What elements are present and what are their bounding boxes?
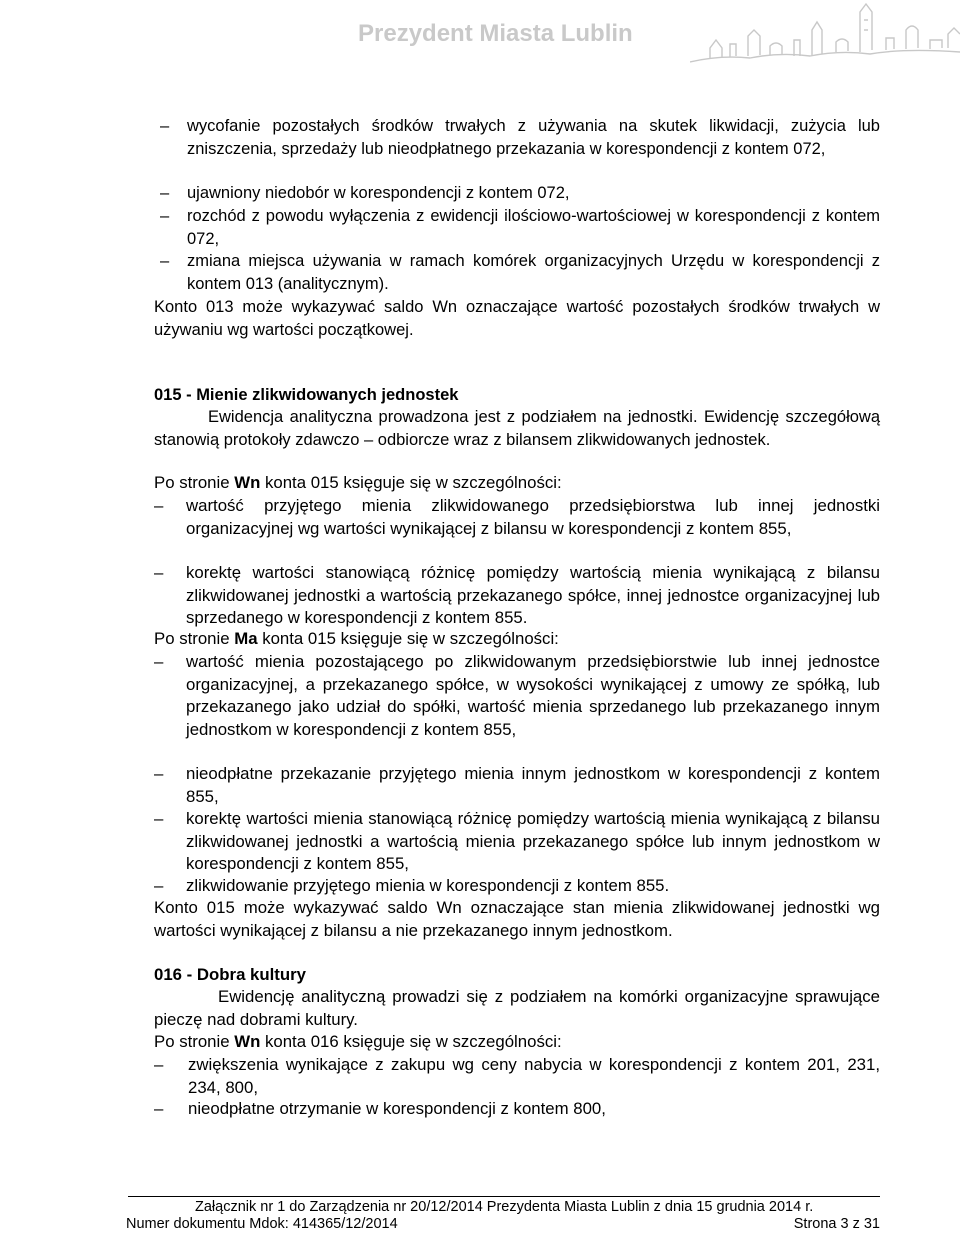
dash-bullet: – <box>160 207 170 225</box>
list-item-text: zlikwidowanie przyjętego mienia w korespondencji z kontem 855. <box>186 876 670 895</box>
list-item-text: zwiększenia wynikające z zakupu wg ceny nabycia w korespondencji z kontem 201, 231, 234, 800, <box>188 1055 880 1097</box>
ma-paragraph <box>154 628 880 651</box>
footer-attachment-note: Załącznik nr 1 do Zarządzenia nr 20/12/2014 Prezydenta Miasta Lublin z dnia 15 grudnia 2014 r. <box>195 1199 814 1215</box>
section-heading-015: 015 - Mienie zlikwidowanych jednostek <box>154 386 459 404</box>
closing-paragraph: Konto 015 może wykazywać saldo Wn oznaczające stan mienia zlikwidowanej jednostki wg wartości wynikającej z bilansu a nie przekazanego innym jednostkom. <box>154 898 880 940</box>
list-item-text: wartość mienia pozostającego po zlikwidowanym przedsiębiorstwie lub innej jednostce organizacyjnej, a przekazanego spółce, w wysokości wynikającej z umowy ze spółką, lub przekazanego jako udział do spółki, wartość mienia sprzedanego lub przekazanego innym jednostkom w korespondencji z kontem 855, <box>186 652 880 739</box>
list-item <box>160 250 880 295</box>
list-item-text: korektę wartości mienia stanowiącą różnicę pomiędzy wartością mienia wynikającą z bilansu zlikwidowanej jednostki a wartością mienia przekazanego spółce lub innym jednostkom w korespondencji z kontem 855, <box>186 809 880 873</box>
wn-prefix: Po stronie <box>154 1032 235 1051</box>
dash-bullet: – <box>154 1099 164 1118</box>
list-item <box>154 763 880 808</box>
list-item-text: wycofanie pozostałych środków trwałych z używania na skutek likwidacji, zużycia lub zniszczenia, sprzedaży lub nieodpłatnego przekazania w korespondencji z kontem 072, <box>187 117 880 158</box>
list-item <box>154 562 880 630</box>
header-title: Prezydent Miasta Lublin <box>358 20 633 47</box>
section-heading-016: 016 - Dobra kultury <box>154 965 307 984</box>
list-item-text: ujawniony niedobór w korespondencji z kontem 072, <box>187 184 570 202</box>
list-item <box>160 205 880 250</box>
list-item <box>160 115 880 160</box>
dash-bullet: – <box>154 652 164 671</box>
dash-bullet: – <box>154 876 164 895</box>
list-item-text: wartość przyjętego mienia zlikwidowanego przedsiębiorstwa lub innej jednostki organizacyjnej wg wartości wynikającej z bilansu w korespondencji z kontem 855, <box>186 496 880 538</box>
dash-bullet: – <box>160 184 170 202</box>
footer-page-number: Strona 3 z 31 <box>793 1216 880 1232</box>
footer-divider <box>128 1196 880 1197</box>
wn-bold: Wn <box>234 473 261 492</box>
dash-bullet: – <box>154 1055 164 1074</box>
list-item <box>154 1098 880 1121</box>
wn-bold: Wn <box>234 1032 261 1051</box>
list-item <box>154 875 880 898</box>
wn-paragraph <box>154 472 880 495</box>
list-item-text: rozchód z powodu wyłączenia z ewidencji ilościowo-wartościowej w korespondencji z kontem 072, <box>187 207 880 248</box>
list-item <box>154 808 880 876</box>
list-item <box>160 182 880 205</box>
wn-suffix: konta 015 księguje się w szczególności: <box>260 473 562 492</box>
dash-bullet: – <box>154 764 164 783</box>
dash-bullet: – <box>160 117 170 135</box>
intro-paragraph: Ewidencja analityczna prowadzona jest z podziałem na jednostki. Ewidencję szczegółową stanowią protokoły zdawczo – odbiorcze wraz z bilansem zlikwidowanych jednostek. <box>154 408 880 449</box>
wn-paragraph <box>154 1031 880 1054</box>
list-item <box>154 1054 880 1099</box>
closing-paragraph: Konto 013 może wykazywać saldo Wn oznaczające wartość pozostałych środków trwałych w używaniu wg wartości początkowej. <box>154 298 880 339</box>
list-item <box>154 495 880 540</box>
wn-prefix: Po stronie <box>154 473 235 492</box>
dash-bullet: – <box>154 809 164 828</box>
dash-bullet: – <box>154 496 164 515</box>
ma-suffix: konta 015 księguje się w szczególności: <box>257 629 559 648</box>
dash-bullet: – <box>154 563 164 582</box>
list-item-text: nieodpłatne otrzymanie w korespondencji z kontem 800, <box>188 1099 606 1118</box>
dash-bullet: – <box>160 252 170 270</box>
intro-paragraph: Ewidencję analityczną prowadzi się z podziałem na komórki organizacyjne sprawujące pieczę nad dobrami kultury. <box>154 987 880 1029</box>
list-item-text: nieodpłatne przekazanie przyjętego mienia innym jednostkom w korespondencji z kontem 855, <box>186 764 880 806</box>
wn-suffix: konta 016 księguje się w szczególności: <box>260 1032 562 1051</box>
list-item-text: zmiana miejsca używania w ramach komórek organizacyjnych Urzędu w korespondencji z kontem 013 (analitycznym). <box>187 252 880 293</box>
city-skyline-icon <box>690 0 960 90</box>
ma-bold: Ma <box>234 629 258 648</box>
ma-prefix: Po stronie <box>154 629 235 648</box>
list-item <box>154 651 880 741</box>
list-item-text: korektę wartości stanowiącą różnicę pomiędzy wartością mienia wynikającą z bilansu zlikwidowanej jednostki a wartością przekazanego spółce, innej jednostce organizacyjnej lub sprzedanego w korespondencji z kontem 855. <box>186 563 880 627</box>
footer-document-number: Numer dokumentu Mdok: 414365/12/2014 <box>126 1216 398 1232</box>
